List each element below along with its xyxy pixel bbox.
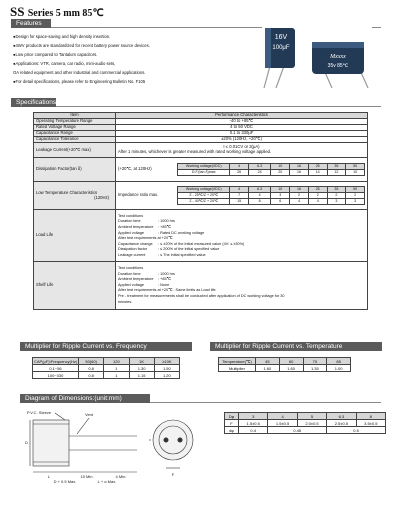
lt-head-cell: 25 — [308, 187, 327, 193]
shelf-life-item: Shelf Life — [34, 262, 116, 310]
ll-val: : 1000 hrs — [158, 219, 175, 224]
lt-head-cell: 50 — [346, 187, 365, 193]
dim-cell: 3.5±0.5 — [356, 420, 385, 427]
lt-head-cell: 35 — [327, 187, 346, 193]
low-temp-value — [116, 182, 368, 210]
series-descriptor: Series 5 mm 85 — [27, 8, 93, 19]
vent-leader — [77, 418, 89, 434]
spec-head-item: Item — [34, 113, 116, 119]
sl-key: Ambient temperature — [118, 277, 154, 282]
ripple-temperature-banner: Multiplier for Ripple Current vs. Temperature — [210, 342, 382, 351]
rated-voltage-item: Rated Voltage Range — [34, 125, 116, 131]
df-cell: 10 — [346, 170, 365, 176]
lt-head-cell: 6.3 — [248, 187, 270, 193]
lt-head-cell: 4 — [230, 187, 249, 193]
rf-cell: 0.1~56 — [33, 365, 79, 372]
df-cell: 20 — [271, 170, 290, 176]
ll-key: Ambient temperature — [118, 224, 154, 229]
ripple-temperature-table — [218, 357, 351, 372]
lmax-label: L + α Max. — [97, 479, 117, 484]
dim-cell: dφ — [225, 427, 239, 434]
d-label: D — [25, 440, 28, 445]
table-row — [225, 420, 386, 427]
lt-row-label: Z - 25℃/Z + 20℃ — [178, 193, 230, 199]
cap-range-value: 0.1 to 330μF — [116, 131, 368, 137]
df-head-cell: 16 — [290, 164, 309, 170]
leakage-value — [116, 143, 368, 158]
load-life-value — [116, 210, 368, 262]
f-label: F — [171, 472, 175, 477]
dimension-diagram — [25, 408, 215, 484]
cap-tolerance-item: Capacitance Tolerance — [34, 137, 116, 143]
lt-cell: 6 — [271, 199, 290, 205]
load-life-item: Load Life — [34, 210, 116, 262]
features-banner: Features — [11, 19, 51, 28]
df-head-cell: 50 — [346, 164, 365, 170]
rt-head-cell: Temperature(℃) — [219, 358, 256, 365]
dim-cell: 0.45 — [268, 427, 327, 434]
capacitor-body-outline — [33, 420, 69, 466]
rf-cell: 1 — [104, 365, 129, 372]
ll-val: : +85℃ — [158, 224, 171, 229]
rf-cell: 1.30 — [129, 365, 154, 372]
dim-cell: 1.5±0.5 — [268, 420, 297, 427]
dissipation-value — [116, 158, 368, 182]
dim-head-cell: 6.3 — [327, 413, 356, 420]
lead-dot-left — [164, 438, 168, 442]
shelf-life-note-2: minutes. — [118, 299, 133, 304]
lt-cell: 8 — [248, 199, 270, 205]
capacitor-left-label-1: 16V — [274, 34, 288, 41]
df-cell: 14 — [308, 170, 327, 176]
df-cell: 12 — [327, 170, 346, 176]
df-head-cell: 6.3 — [248, 164, 270, 170]
rf-head-cell: CAP(μF)\Frequency(Hz) — [34, 358, 78, 364]
sl-val: : +85℃ — [158, 277, 171, 282]
low-temp-condition: Impedance ratio max. — [118, 192, 159, 198]
op-temp-value: -40 to +85℃ — [116, 119, 368, 125]
feature-line: ●4WV products are standardized for recent battery power source devices. — [13, 43, 150, 48]
sl-key: After test requirements at +20℃ : Same limits as Load life — [118, 288, 216, 293]
table-row — [225, 427, 386, 434]
shelf-life-note-1: Pre - treatment for measurements shall be conducted after application of DC working voltage for 30 — [118, 294, 285, 299]
ll-val: : ≤ 200% of the initial specified value — [158, 247, 220, 252]
df-head-cell: 25 — [308, 164, 327, 170]
feature-line: ●Design for space-saving and high density insertion. — [13, 34, 111, 39]
degree-symbol: ℃ — [92, 8, 104, 19]
lt-row-label: Z - 40℃/Z + 20℃ — [178, 199, 230, 205]
shelf-life-value — [116, 262, 368, 310]
table-row — [33, 365, 180, 372]
lt-cell: 2 — [290, 193, 309, 199]
rt-cell: Multiplier — [219, 365, 256, 372]
specifications-table — [33, 112, 368, 310]
features-list — [13, 32, 253, 86]
dim-head-cell: Dφ — [225, 413, 239, 420]
dimensions-rule — [150, 402, 381, 403]
df-row-label: D.F.(tan δ)max — [178, 170, 230, 176]
rf-cell: 1 — [104, 372, 129, 379]
df-head-cell: 10 — [271, 164, 290, 170]
cap-tolerance-value: ±20% (120Hz, +20℃) — [116, 137, 368, 143]
sl-val: : 1000 hrs — [158, 271, 175, 276]
specifications-banner: Specifications — [11, 98, 56, 107]
sl-key: Duration time — [118, 271, 141, 276]
dim-cell: F — [225, 420, 239, 427]
leakage-line-2: After 1 minutes, whichever is greater measured with rated working voltage applied. — [118, 149, 272, 154]
dim-head-cell: 3 — [239, 413, 268, 420]
lt-cell: 4 — [308, 199, 327, 205]
df-head-cell: 4 — [230, 164, 249, 170]
ll-val: : Rated DC working voltage — [158, 230, 205, 235]
lt-cell: 2 — [346, 193, 365, 199]
rt-head-cell: 85 — [327, 358, 351, 365]
dim-cell: 1.5±0.5 — [239, 420, 268, 427]
sleeve-label: P.V.C. Sleeve — [27, 410, 52, 415]
ll-key: Test conditions — [118, 213, 144, 218]
low-temp-item — [34, 182, 116, 210]
df-cell: 24 — [248, 170, 270, 176]
ll-val: : ≤ ±20% of the initial measured value (4V: ≤ ±30%) — [158, 241, 245, 246]
series-title — [10, 4, 104, 20]
ripple-frequency-banner: Multiplier for Ripple Current vs. Frequency — [20, 342, 192, 351]
rf-cell: 1.20 — [154, 372, 179, 379]
df-cell: 26 — [230, 170, 249, 176]
feature-line: ●For detail specifications, please refer to Engineering Bulletin No. F105 — [13, 79, 146, 84]
spec-head-characteristics: Performance Characteristics — [116, 113, 368, 119]
dissipation-table — [177, 163, 365, 176]
min15-label: 15 Min. — [80, 474, 94, 479]
ll-key: Leakage current — [118, 252, 146, 257]
dissipation-condition: (+20℃, at 120Hz) — [118, 166, 152, 172]
rf-cell: 0.8 — [79, 372, 104, 379]
lt-head-cell: 10 — [271, 187, 290, 193]
capacitor-right-label-2: 35v 85℃ — [327, 63, 349, 69]
min4-label: 4 Min. — [115, 474, 127, 479]
dimensions-banner: Diagram of Dimensions:(unit:mm) — [20, 394, 150, 403]
lt-cell: 3 — [327, 199, 346, 205]
series-code: SS — [10, 4, 25, 19]
rf-head-cell: ≥10K — [154, 358, 179, 365]
leakage-line-1: I ≤ 0.01CV or 3(μA) — [223, 144, 260, 150]
dimension-table — [224, 412, 386, 434]
rf-cell: 1.50 — [154, 365, 179, 372]
vent-label: Vent — [85, 412, 94, 417]
table-row — [219, 365, 351, 372]
lead-dot-right — [178, 438, 182, 442]
rf-head-cell: 120 — [104, 358, 129, 365]
low-temp-item-line-1: Low Temperature Characteristics — [36, 189, 98, 195]
dim-cell: 0.5 — [327, 427, 386, 434]
ll-key: After test requirements at +20℃ — [118, 236, 173, 241]
specifications-rule — [56, 106, 381, 107]
rt-head-cell: 45 — [256, 358, 280, 365]
lt-cell: 15 — [230, 199, 249, 205]
cap-range-item: Capacitance Range — [34, 131, 116, 137]
dim-head-cell: 5 — [297, 413, 326, 420]
dmax-label: D + 0.5 Max. — [53, 479, 77, 484]
rf-cell: 100~330 — [33, 372, 79, 379]
l-label: L — [47, 474, 51, 479]
lt-cell: 3 — [271, 193, 290, 199]
feature-line: ●Applications: VTR, camera, car radio, mini-audio sets, — [13, 61, 116, 66]
capacitor-left-label-2: 100μF — [272, 45, 290, 51]
load-life-table — [118, 213, 365, 258]
lt-cell: 4 — [248, 193, 270, 199]
leakage-item: Leakage Current(+20℃ max) — [34, 143, 116, 158]
op-temp-item: Operating Temperature Range — [34, 119, 116, 125]
ll-val: : ≤ The initial specified value — [158, 252, 206, 257]
lt-cell: 4 — [290, 199, 309, 205]
table-row — [33, 372, 180, 379]
dim-head-cell: 4 — [268, 413, 297, 420]
rt-cell: 1.60 — [279, 365, 303, 372]
rt-cell: 1.00 — [327, 365, 351, 372]
sl-val: : None — [158, 282, 170, 287]
rf-cell: 0.8 — [79, 365, 104, 372]
df-head-cell: 35 — [327, 164, 346, 170]
rated-voltage-value: 4 to 50 VDC — [116, 125, 368, 131]
capacitor-right-label-1: Mxxxx — [330, 54, 346, 60]
rt-cell: 1.35 — [303, 365, 327, 372]
rf-head-cell: 1K — [129, 358, 154, 365]
ll-key: Duration time — [118, 219, 141, 224]
dim-cell: 2.0±0.5 — [297, 420, 326, 427]
rt-cell: 1.60 — [256, 365, 280, 372]
dim-cell: 2.5±0.5 — [327, 420, 356, 427]
feature-line: OA related equipment and other industrial and commercial applications. — [13, 70, 146, 75]
dim-head-cell: 8 — [356, 413, 385, 420]
dissipation-item: Dissipation Factor(tan δ) — [34, 158, 116, 182]
rt-head-cell: 60 — [279, 358, 303, 365]
lt-head-label: Working voltage(VDC) — [178, 187, 230, 193]
ripple-frequency-table — [32, 357, 180, 379]
dim-cell: 0.4 — [239, 427, 268, 434]
lt-cell: 7 — [230, 193, 249, 199]
ll-key: Applied voltage — [118, 230, 144, 235]
capacitor-photo — [262, 26, 372, 90]
df-head-label: Working voltage(VDC) — [178, 164, 230, 170]
rf-head-cell: 50(60) — [79, 358, 104, 365]
shelf-life-table — [118, 265, 365, 293]
lt-cell: 3 — [346, 199, 365, 205]
low-temp-table — [177, 186, 365, 205]
feature-line: ●Low price compared to Tantalum capacitors. — [13, 52, 98, 57]
rf-cell: 1.15 — [129, 372, 154, 379]
ll-key: Capacitance change — [118, 241, 153, 246]
ll-key: Dissipation factor — [118, 247, 148, 252]
sl-key: Test conditions — [118, 265, 144, 270]
sleeve-leader — [55, 413, 65, 420]
lt-cell: 2 — [327, 193, 346, 199]
sl-key: Applied voltage — [118, 282, 144, 287]
lt-cell: 2 — [308, 193, 327, 199]
df-cell: 16 — [290, 170, 309, 176]
rt-head-cell: 70 — [303, 358, 327, 365]
low-temp-item-line-2: (120Hz) — [94, 194, 109, 200]
lt-head-cell: 16 — [290, 187, 309, 193]
